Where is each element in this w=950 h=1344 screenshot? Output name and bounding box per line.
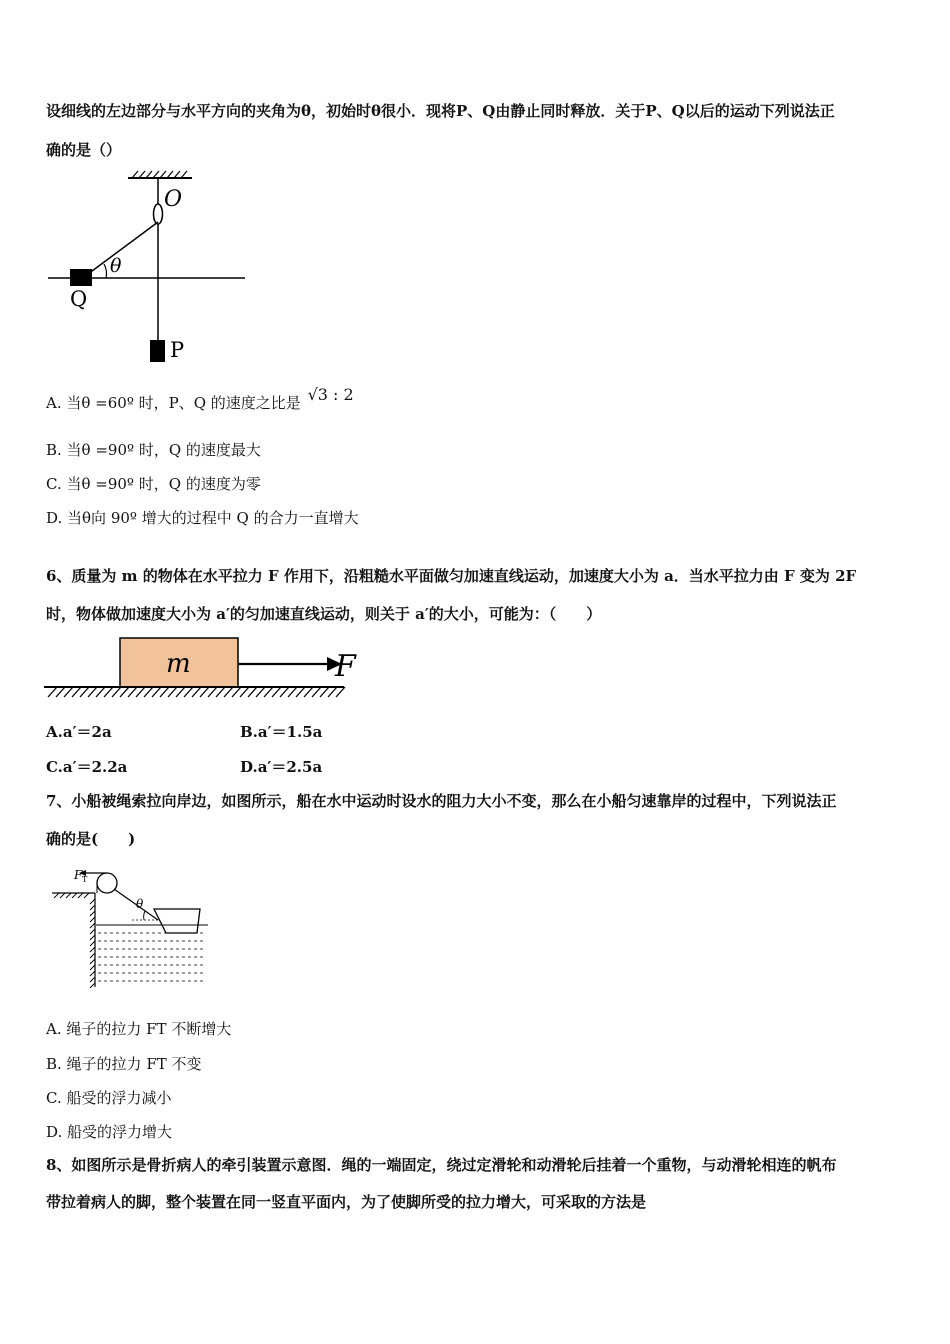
ground-hatch-mark (72, 687, 81, 697)
ground-hatch-mark (248, 687, 257, 697)
q6-option-d: D.a′＝2.5a (240, 758, 323, 776)
ground-hatch-mark (328, 687, 337, 697)
q6-stem-line2: 时，物体做加速度大小为 a′的匀加速直线运动，则关于 a′的大小，可能为：（ ） (46, 605, 602, 623)
q7-option-a: A. 绳子的拉力 FT 不断增大 (46, 1020, 232, 1038)
q7-stem-line2: 确的是( ) (46, 830, 136, 848)
q7-option-c: C. 船受的浮力减小 (46, 1089, 172, 1107)
q5-option-c: C. 当θ =90º 时，Q 的速度为零 (46, 475, 261, 493)
q7-label-theta: θ (136, 897, 144, 911)
ground-hatch-mark (320, 687, 329, 697)
ground-hatch-mark (280, 687, 289, 697)
ground-hatch-mark (88, 687, 97, 697)
bank-hatch-mark (90, 941, 95, 946)
ground-hatch-mark (160, 687, 169, 697)
ground-hatch-mark (200, 687, 209, 697)
bank-hatch-mark (90, 923, 95, 928)
q5-label-o: O (164, 187, 183, 212)
q8-stem-line1: 8、如图所示是骨折病人的牵引装置示意图．绳的一端固定，绕过定滑轮和动滑轮后挂着一个重物，与动滑轮相连的帆布 (46, 1156, 837, 1174)
q5-pulley-figure (40, 168, 260, 368)
ground-hatch-mark (136, 687, 145, 697)
bank-hatch-mark (90, 929, 95, 934)
q5-option-a (46, 385, 354, 413)
ground-hatch-mark (232, 687, 241, 697)
ground-hatch-mark (144, 687, 153, 697)
q5-block-p (150, 340, 165, 362)
q6-label-f: F (335, 649, 356, 684)
q5-stem-line1: 设细线的左边部分与水平方向的夹角为θ，初始时θ很小．现将P、Q由静止同时释放．关于P、Q以后的运动下列说法正 (46, 102, 835, 120)
q7-option-b: B. 绳子的拉力 FT 不变 (46, 1055, 202, 1073)
ground-hatch-mark (240, 687, 249, 697)
bank-hatch-mark (90, 953, 95, 958)
bank-hatch-mark (90, 917, 95, 922)
q6-option-a: A.a′＝2a (46, 723, 112, 741)
q7-boat (154, 909, 200, 933)
q5-label-theta: θ (110, 255, 122, 277)
q7-label-ft: F (74, 868, 83, 882)
bank-hatch-mark (90, 971, 95, 976)
q6-block-figure (44, 634, 364, 704)
q6-option-b: B.a′＝1.5a (240, 723, 323, 741)
ground-hatch-mark (192, 687, 201, 697)
ground-hatch-mark (208, 687, 217, 697)
q7-stem-line1: 7、小船被绳索拉向岸边，如图所示，船在水中运动时设水的阻力大小不变，那么在小船匀速靠岸的过程中，下列说法正 (46, 792, 837, 810)
ground-hatch-mark (168, 687, 177, 697)
ground-hatch-mark (296, 687, 305, 697)
ground-hatch-mark (128, 687, 137, 697)
ground-hatch-mark (120, 687, 129, 697)
q5-stem-line2: 确的是（） (46, 141, 122, 159)
ground-hatch-mark (288, 687, 297, 697)
q7-option-d: D. 船受的浮力增大 (46, 1123, 173, 1141)
bank-hatch-mark (90, 965, 95, 970)
ground-hatch-mark (64, 687, 73, 697)
ground-hatch-mark (80, 687, 89, 697)
ground-hatch-mark (48, 687, 57, 697)
ground-hatch-mark (312, 687, 321, 697)
bank-hatch-mark (90, 983, 95, 988)
bank-hatch-mark (90, 935, 95, 940)
bank-hatch-mark (90, 977, 95, 982)
ground-hatch-mark (264, 687, 273, 697)
ground-hatch-mark (176, 687, 185, 697)
ground-hatch-mark (56, 687, 65, 697)
ground-hatch-mark (256, 687, 265, 697)
ground-hatch-mark (224, 687, 233, 697)
bank-hatch-mark (90, 959, 95, 964)
ground-hatch-mark (152, 687, 161, 697)
q6-stem-line1: 6、质量为 m 的物体在水平拉力 F 作用下，沿粗糙水平面做匀加速直线运动，加速度大小为 a．当水平拉力由 F 变为 2F (46, 567, 857, 585)
q5-option-a-math: √3 : 2 (307, 385, 354, 404)
q5-option-b: B. 当θ =90º 时，Q 的速度最大 (46, 441, 261, 459)
ground-hatch-mark (104, 687, 113, 697)
q6-label-m: m (166, 649, 191, 679)
q5-option-a-text: A. 当θ =60º 时，P、Q 的速度之比是 (46, 394, 301, 412)
bank-hatch-mark (90, 899, 95, 904)
q5-option-d: D. 当θ向 90º 增大的过程中 Q 的合力一直增大 (46, 509, 359, 527)
ground-hatch-mark (304, 687, 313, 697)
q6-option-c: C.a′＝2.2a (46, 758, 128, 776)
q7-label-ft-sub: T (82, 875, 88, 884)
bank-hatch-mark (90, 905, 95, 910)
q7-pulley (97, 873, 117, 893)
bank-hatch-mark (90, 911, 95, 916)
ground-hatch-mark (184, 687, 193, 697)
ground-hatch-mark (272, 687, 281, 697)
ground-hatch-mark (112, 687, 121, 697)
q5-label-q: Q (70, 287, 88, 311)
bank-hatch-mark (90, 947, 95, 952)
q7-boat-figure (50, 865, 220, 995)
ground-hatch-mark (216, 687, 225, 697)
q5-block-q (70, 269, 92, 286)
q8-stem-line2: 带拉着病人的脚，整个装置在同一竖直平面内，为了使脚所受的拉力增大，可采取的方法是 (46, 1193, 647, 1211)
q5-label-p: P (170, 338, 185, 362)
ground-hatch-mark (336, 687, 345, 697)
ground-hatch-mark (96, 687, 105, 697)
q5-ring (154, 204, 163, 224)
